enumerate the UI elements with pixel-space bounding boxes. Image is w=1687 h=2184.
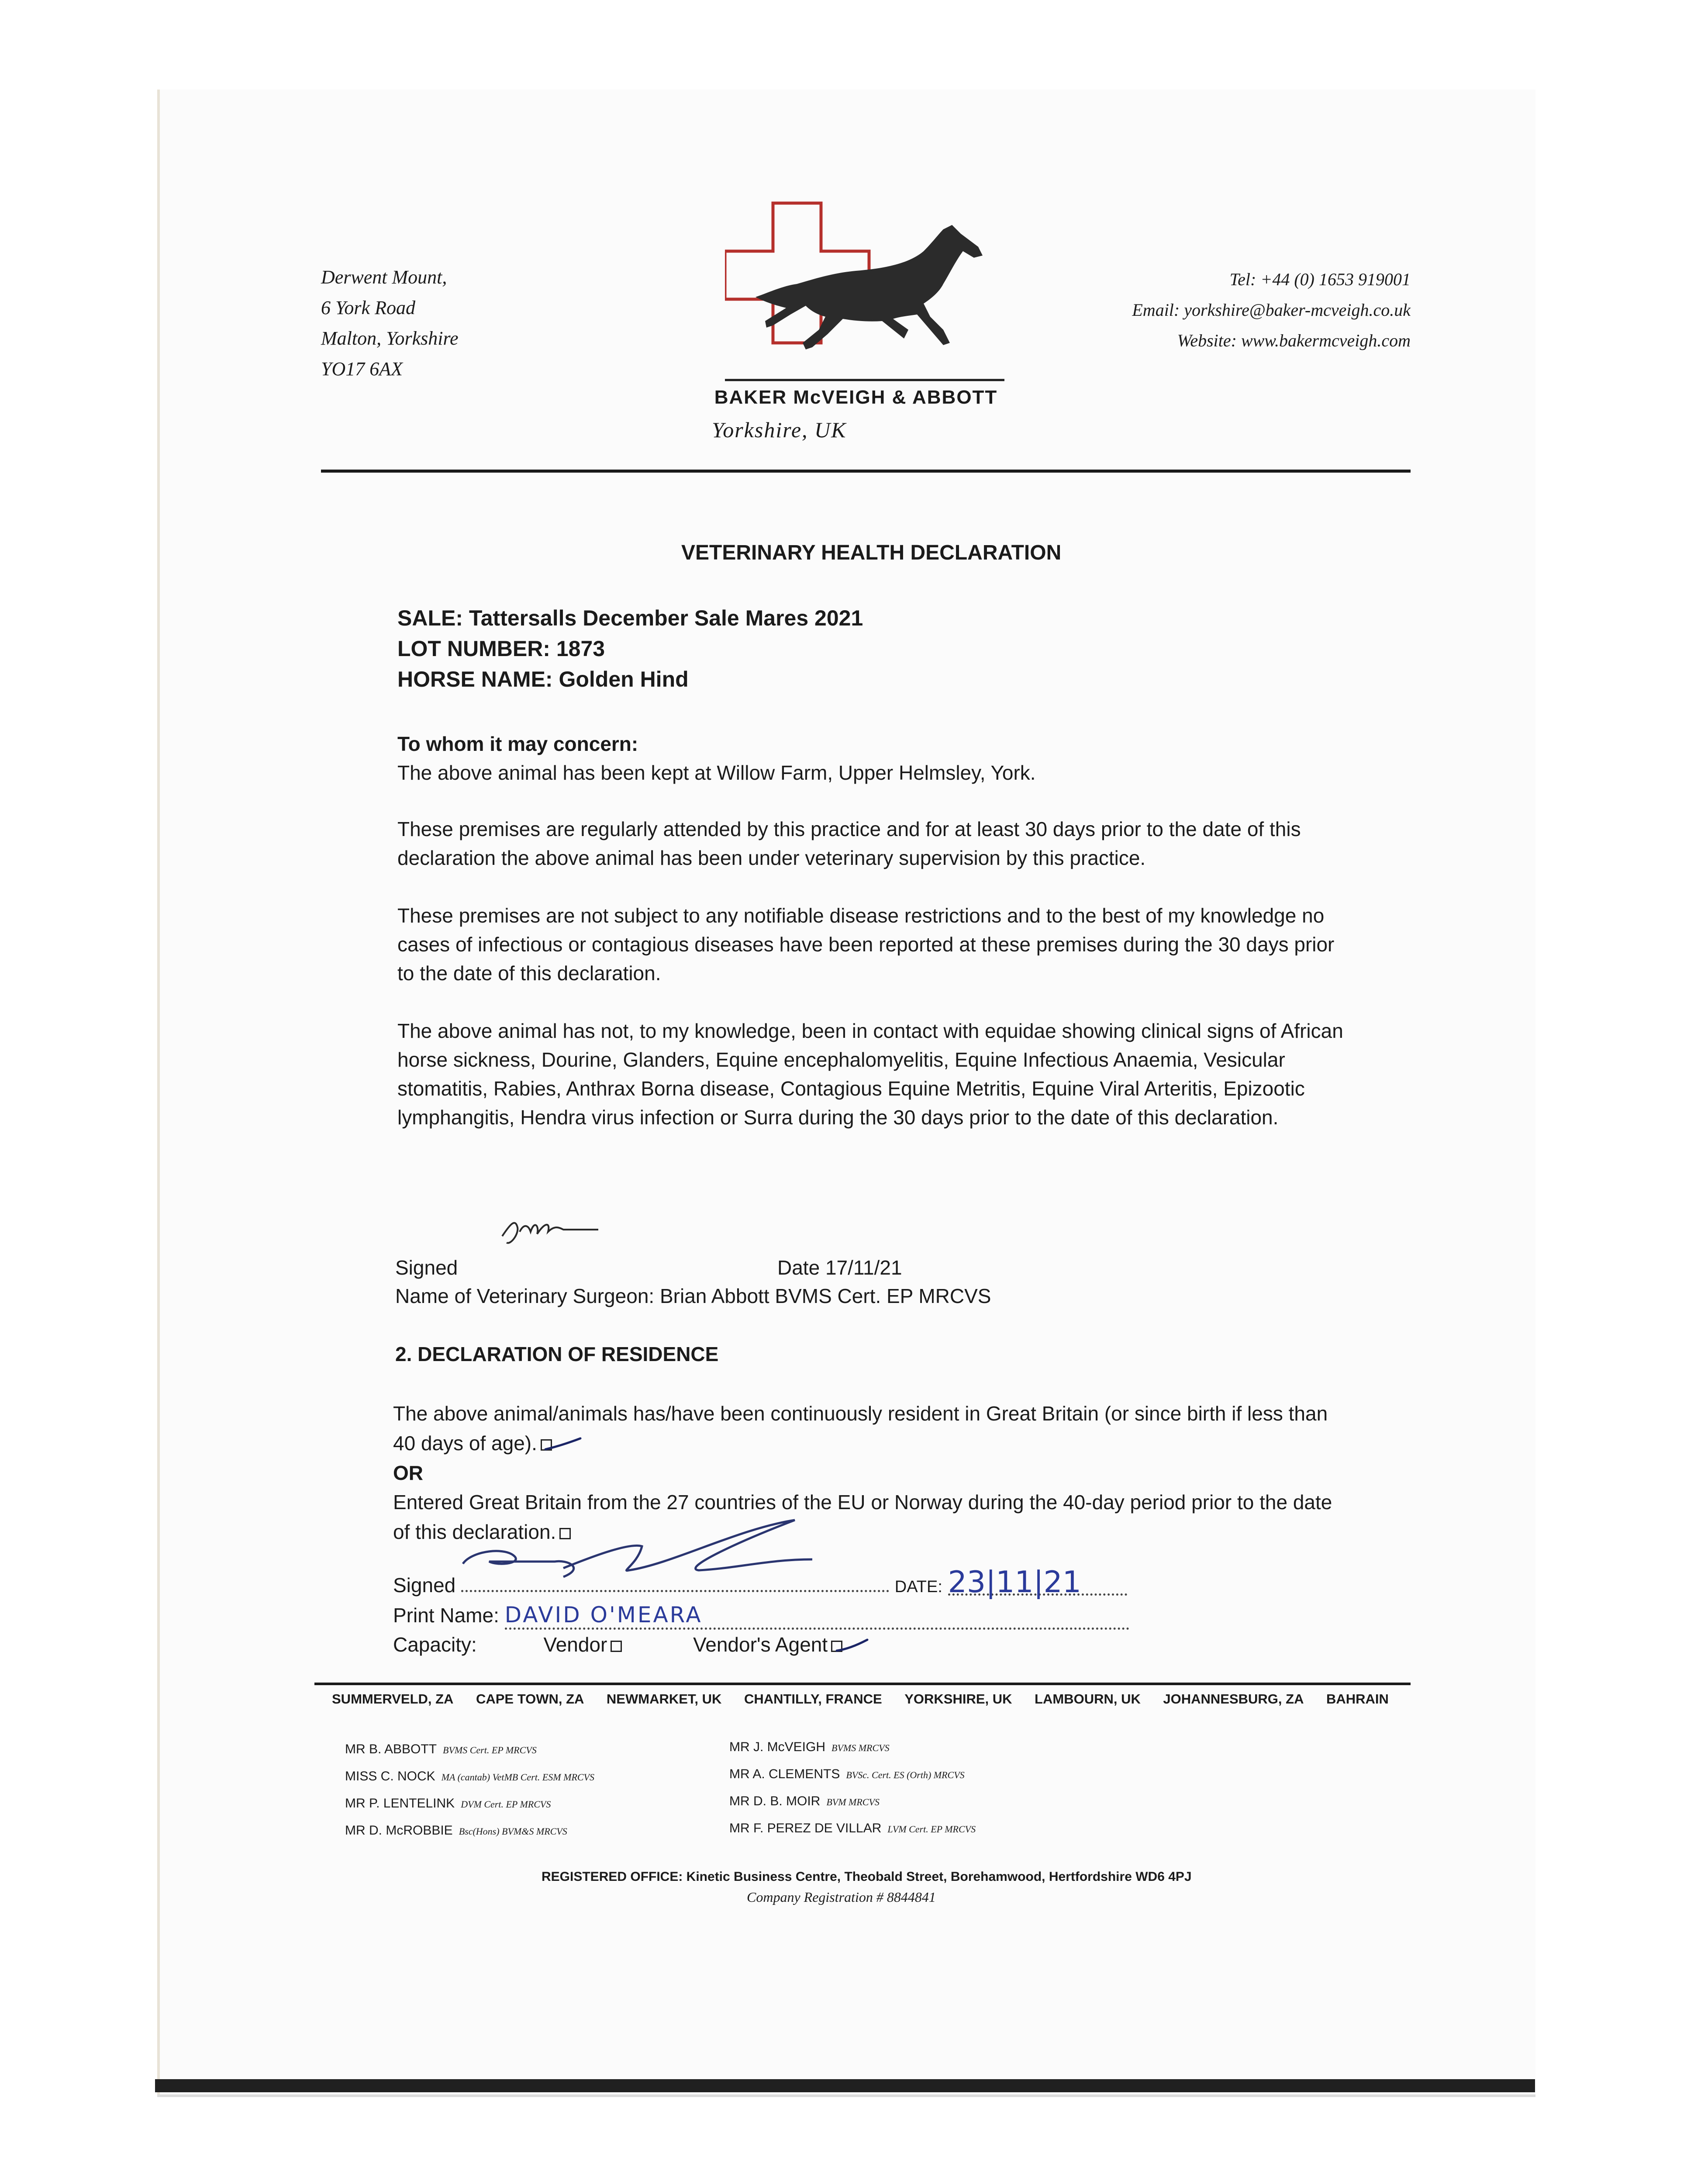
- staff-name: MR P. LENTELINK: [345, 1796, 455, 1811]
- signature-field[interactable]: [461, 1590, 889, 1592]
- salutation: To whom it may concern:: [397, 733, 638, 755]
- location: YORKSHIRE, UK: [904, 1691, 1012, 1707]
- staff-member: [729, 1815, 976, 1842]
- contact-website: Website: www.bakermcveigh.com: [1177, 331, 1411, 350]
- location: NEWMARKET, UK: [606, 1691, 722, 1707]
- vendor-label: Vendor: [543, 1633, 607, 1656]
- location: LAMBOURN, UK: [1035, 1691, 1141, 1707]
- address-line: YO17 6AX: [321, 358, 403, 380]
- sale-details: [397, 603, 863, 695]
- sale-name: SALE: Tattersalls December Sale Mares 2021: [397, 606, 863, 630]
- staff-quals: BVMS MRCVS: [831, 1742, 890, 1753]
- intro: [397, 729, 1349, 787]
- location: CAPE TOWN, ZA: [476, 1691, 584, 1707]
- address-line: 6 York Road: [321, 297, 415, 318]
- print-name-field[interactable]: DAVID O'MEARA: [505, 1602, 1129, 1630]
- para-supervision: These premises are regularly attended by this practice and for at least 30 days prior to the date of this declaration the above animal has been under veterinary supervision by this practice.: [397, 818, 1301, 869]
- staff-name: MR D. B. MOIR: [729, 1794, 821, 1808]
- contact-email: Email: yorkshire@baker-mcveigh.co.uk: [1132, 300, 1411, 320]
- residence-heading: 2. DECLARATION OF RESIDENCE: [395, 1343, 719, 1365]
- vet-signed-label: Signed: [395, 1256, 458, 1279]
- check-mark-icon: [543, 1436, 583, 1454]
- staff-member: [729, 1734, 976, 1761]
- location: BAHRAIN: [1326, 1691, 1389, 1707]
- or-separator: OR: [393, 1462, 423, 1484]
- kept-at: The above animal has been kept at Willow Farm, Upper Helmsley, York.: [397, 761, 1036, 784]
- option-2-text: Entered Great Britain from the 27 countries of the EU or Norway during the 40-day period prior to the date of this declaration.: [393, 1491, 1332, 1543]
- option-1-text: The above animal/animals has/have been continuously resident in Great Britain (or since birth if less than 40 days of age).: [393, 1402, 1328, 1455]
- staff-quals: BVMS Cert. EP MRCVS: [443, 1745, 537, 1755]
- owner-signed-label: Signed: [393, 1574, 456, 1597]
- staff-member: [729, 1761, 976, 1788]
- staff-member: [345, 1763, 594, 1790]
- vendor-checkbox[interactable]: [611, 1641, 622, 1652]
- firm-name: BAKER McVEIGH & ABBOTT: [714, 387, 998, 408]
- contact-tel: Tel: +44 (0) 1653 919001: [1229, 270, 1411, 289]
- lot-number: LOT NUMBER: 1873: [397, 636, 605, 661]
- staff-member: [345, 1736, 594, 1763]
- capacity-line: [393, 1633, 869, 1656]
- address-line: Malton, Yorkshire: [321, 328, 459, 349]
- location: SUMMERVELD, ZA: [332, 1691, 454, 1707]
- staff-quals: MA (cantab) VetMB Cert. ESM MRCVS: [441, 1772, 594, 1783]
- owner-signature-line: [393, 1565, 1127, 1600]
- staff-member: [729, 1788, 976, 1815]
- staff-quals: DVM Cert. EP MRCVS: [461, 1799, 551, 1810]
- header-rule: [321, 470, 1411, 473]
- firm-location: Yorkshire, UK: [712, 418, 847, 442]
- para-contact: The above animal has not, to my knowledge, been in contact with equidae showing clinical signs of African horse sickness, Dourine, Glanders, Equine encephalomyelitis, Equine Infectious Anaemia, Vesicular stomatitis, Rabies, Anthrax Borna disease, Contagious Equine Metritis, Equine Viral Arteritis, Epizootic lymphangitis, Hendra virus infection or Surra during the 30 days prior to the date of this declaration.: [397, 1019, 1343, 1129]
- check-mark-icon: [835, 1638, 869, 1655]
- address-line: Derwent Mount,: [321, 266, 447, 288]
- vet-signed-date: Date 17/11/21: [777, 1256, 902, 1279]
- staff-member: [345, 1818, 594, 1845]
- practice-address: [321, 262, 459, 384]
- horse-name: HORSE NAME: Golden Hind: [397, 667, 689, 691]
- location: JOHANNESBURG, ZA: [1163, 1691, 1304, 1707]
- staff-quals: BVM MRCVS: [826, 1797, 880, 1807]
- document-title: VETERINARY HEALTH DECLARATION: [681, 541, 1062, 564]
- staff-name: MR B. ABBOTT: [345, 1742, 437, 1756]
- staff-name: MR A. CLEMENTS: [729, 1767, 840, 1781]
- staff-member: [345, 1790, 594, 1818]
- staff-list-right: [729, 1734, 976, 1842]
- staff-name: MISS C. NOCK: [345, 1769, 435, 1783]
- staff-quals: LVM Cert. EP MRCVS: [887, 1824, 976, 1835]
- office-locations: [332, 1691, 1389, 1707]
- staff-name: MR D. McROBBIE: [345, 1823, 453, 1838]
- footer-rule: [314, 1683, 1411, 1685]
- registered-office: REGISTERED OFFICE: Kinetic Business Centre, Theobald Street, Borehamwood, Hertfordshire WD6 4PJ: [542, 1870, 1192, 1884]
- print-name-line: [393, 1602, 1129, 1630]
- staff-name: MR F. PEREZ DE VILLAR: [729, 1821, 882, 1835]
- horse-cross-logo: [725, 199, 1004, 387]
- vet-signature: [493, 1206, 638, 1254]
- company-registration: Company Registration # 8844841: [747, 1889, 936, 1905]
- staff-name: MR J. McVEIGH: [729, 1740, 826, 1754]
- print-name-label: Print Name:: [393, 1604, 499, 1627]
- location: CHANTILLY, FRANCE: [744, 1691, 882, 1707]
- surgeon-name: Name of Veterinary Surgeon: Brian Abbott BVMS Cert. EP MRCVS: [395, 1285, 991, 1307]
- para-restrictions: These premises are not subject to any notifiable disease restrictions and to the best of my knowledge no cases of infectious or contagious diseases have been reported at these premises during the 30 days prior to the date of this declaration.: [397, 904, 1335, 985]
- owner-date-label: DATE:: [894, 1578, 942, 1596]
- capacity-label: Capacity:: [393, 1633, 477, 1656]
- vendor-agent-label: Vendor's Agent: [693, 1633, 828, 1656]
- staff-list-left: [345, 1736, 594, 1845]
- staff-quals: BVSc. Cert. ES (Orth) MRCVS: [846, 1769, 965, 1780]
- scan-edge: [155, 2079, 1535, 2092]
- owner-date-field[interactable]: 23|11|21: [948, 1572, 1127, 1596]
- staff-quals: Bsc(Hons) BVM&S MRCVS: [459, 1826, 567, 1837]
- residence-option-1: [393, 1399, 1354, 1458]
- practice-contact: [1026, 264, 1411, 356]
